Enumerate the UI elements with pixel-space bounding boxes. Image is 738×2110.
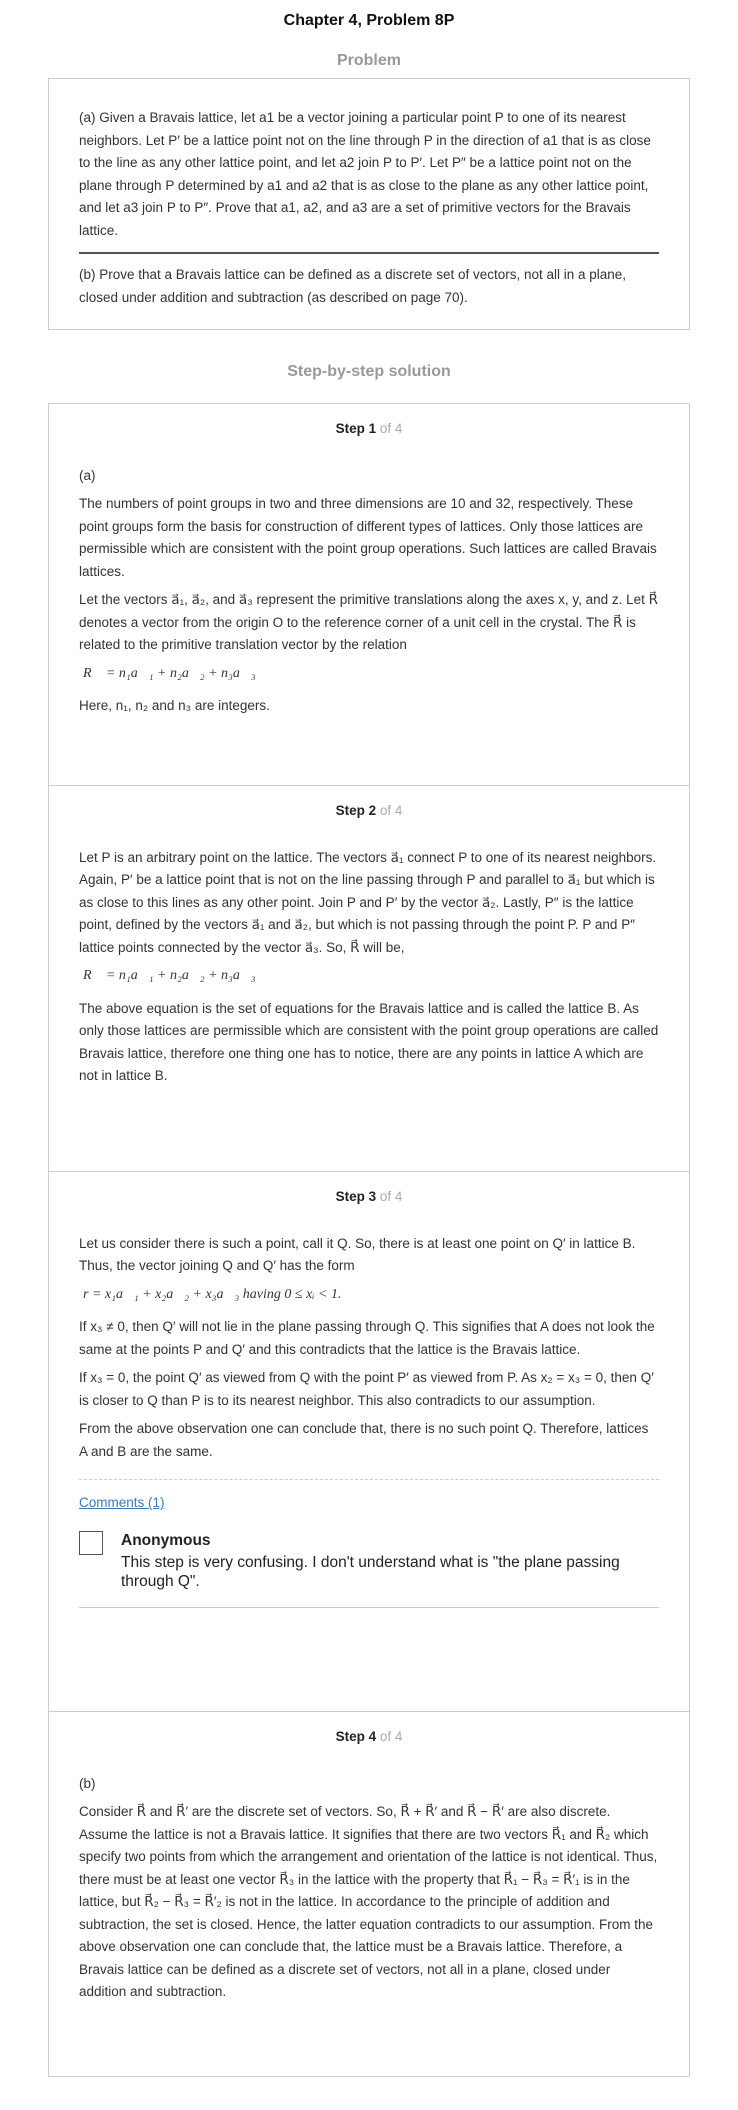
step-number: 3 (368, 1189, 377, 1204)
comments-link[interactable]: Comments (1) (79, 1495, 165, 1510)
step-number: 2 (368, 803, 377, 818)
step-header (79, 1726, 659, 1749)
step-paragraph: (a) (79, 467, 96, 483)
problem-divider (79, 252, 659, 254)
step-paragraph: Consider R⃗ and R⃗′ are the discrete set of vectors. So, R⃗ + R⃗′ and R⃗ − R⃗′ are also discrete. Assume the lattice is not a Bravais lattice. It signifies that there are two vectors R⃗₁ and R⃗₂ which specify two points from which the arrangement and orientation of the lattice is not identical. Thus, there must be at least one vector R⃗₃ in the lattice with the property that R⃗₁ − R⃗₃ = R⃗′₁ is in the lattice, but R⃗₂ − R⃗₃ = R⃗′₂ is not in the lattice. In accordance to the principle of addition and subtraction, the set is closed. Hence, the latter equation contradicts to our assumption. From the above observation one can conclude that, the lattice must be a Bravais lattice. Therefore, a Bravais lattice can be defined as a discrete set of vectors, not all in a plane, closed under addition and subtraction. (79, 1804, 658, 1999)
step-number: 1 (368, 421, 377, 436)
step-1 (48, 403, 690, 785)
avatar (79, 1531, 103, 1555)
step-2 (48, 785, 690, 1171)
problem-part-a: (a) Given a Bravais lattice, let a1 be a vector joining a particular point P to one of its nearest neighbors. Let P′ be a lattice point not on the line through P in the direction of a1 that is as close to the line as any other lattice point, and let a2 join P to P′. Let P″ be a lattice point not on the plane through P determined by a1 and a2 that is as close to the plane as any other lattice point, and let a3 join P to P″. Prove that a1, a2, and a3 are a set of primitive vectors for the Bravais lattice. (79, 110, 651, 238)
step-header (79, 418, 659, 441)
equation: R⃗ = n₁a⃗₁ + n₂a⃗₂ + n₃a⃗₃ (83, 665, 256, 681)
step-word: Step (335, 421, 365, 436)
step-total: of 4 (379, 803, 403, 818)
comment-body (121, 1531, 659, 1591)
step-paragraph: If x₃ = 0, the point Q′ as viewed from Q with the point P′ as viewed from P. As x₂ = x₃ = 0, then Q′ is closer to Q than P is to its nearest neighbor. This also contradicts to our assumption. (79, 1370, 654, 1408)
step-4 (48, 1711, 690, 2077)
step-paragraph: Let the vectors a⃗₁, a⃗₂, and a⃗₃ represent the primitive translations along the axes x, y, and z. Let R⃗ denotes a vector from the origin O to the reference corner of a unit cell in the crystal. The R⃗ is related to the primitive translation vector by the relation (79, 592, 659, 652)
step-word: Step (335, 803, 365, 818)
step-header (79, 800, 659, 823)
step-paragraph: Let us consider there is such a point, call it Q. So, there is at least one point on Q′ in lattice B. Thus, the vector joining Q and Q′ has the form (79, 1235, 636, 1273)
equation: R⃗ = n₁a⃗₁ + n₂a⃗₂ + n₃a⃗₃ (83, 968, 256, 983)
comment-text: This step is very confusing. I don't understand what is "the plane passing through Q". (121, 1553, 620, 1590)
comment (79, 1531, 659, 1608)
comment-author: Anonymous (121, 1531, 211, 1549)
chapter-title: Chapter 4, Problem 8P (283, 12, 455, 29)
step-paragraph: If x₃ ≠ 0, then Q′ will not lie in the plane passing through Q. This signifies that A does not look the same at the points P and Q′ and this contradicts that the lattice is the Bravais lattice. (79, 1319, 655, 1357)
step-paragraph: Here, n₁, n₂ and n₃ are integers. (79, 698, 270, 713)
step-word: Step (335, 1189, 365, 1204)
steps-container (0, 403, 738, 2077)
solution-heading: Step-by-step solution (287, 363, 451, 380)
step-total: of 4 (379, 1729, 403, 1744)
step-paragraph: From the above observation one can conclude that, there is no such point Q. Therefore, lattices A and B are the same. (79, 1421, 649, 1459)
step-paragraph: The above equation is the set of equations for the Bravais lattice and is called the lattice B. As only those lattices are permissible which are consistent with the point group operations are called Bravais lattice, therefore one thing one has to notice, there are any points in lattice A which are not in lattice B. (79, 1000, 659, 1083)
step-total: of 4 (379, 1189, 403, 1204)
equation: r = x₁a⃗₁ + x₂a⃗₂ + x₃a⃗₃ having 0 ≤ xᵢ < 1. (83, 1286, 342, 1302)
problem-heading: Problem (336, 52, 401, 69)
step-header (79, 1186, 659, 1209)
step-paragraph: Let P is an arbitrary point on the lattice. The vectors a⃗₁ connect P to one of its nearest neighbors. Again, P′ be a lattice point that is not on the line passing through P and parallel to a⃗₁ but which is as close to this lines as any other point. Join P and P′ by the vector a⃗₂. Lastly, P″ is the lattice point, defined by the vectors a⃗₁ and a⃗₂, but which is not passing through the point P. P and P″ lattice points connected by the vector a⃗₃. So, R⃗ will be, (79, 849, 657, 955)
problem-box (48, 78, 690, 330)
comments-section (79, 1479, 659, 1608)
step-paragraph: The numbers of point groups in two and three dimensions are 10 and 32, respectively. These point groups form the basis for construction of different types of lattices. Only those lattices are permissible which are consistent with the point group operations. Such lattices are called Bravais lattices. (79, 496, 657, 579)
step-total: of 4 (379, 421, 403, 436)
step-paragraph: (b) (79, 1775, 96, 1791)
problem-part-b: (b) Prove that a Bravais lattice can be defined as a discrete set of vectors, not all in a plane, closed under addition and subtraction (as described on page 70). (79, 267, 627, 305)
step-word: Step (335, 1729, 365, 1744)
step-number: 4 (368, 1729, 377, 1744)
step-3 (48, 1171, 690, 1711)
